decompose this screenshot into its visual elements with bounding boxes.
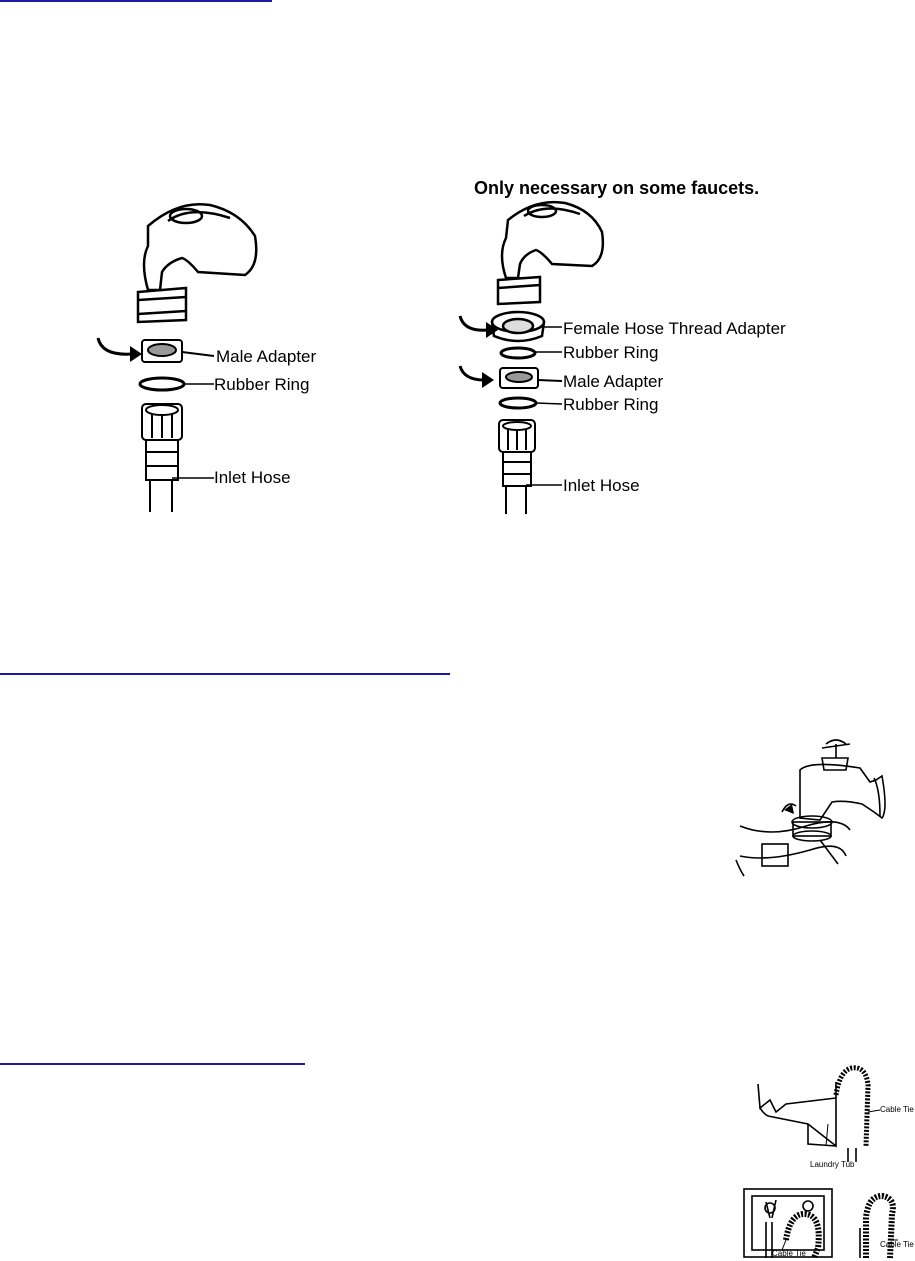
rubber-ring-label-1: Rubber Ring xyxy=(563,343,659,362)
female-adapter-label: Female Hose Thread Adapter xyxy=(563,319,786,338)
cable-tie-label-box: Cable Tie xyxy=(772,1249,806,1258)
cable-tie-label-pipe: Cable Tie xyxy=(880,1240,914,1249)
faucet-note: Only necessary on some faucets. xyxy=(474,178,760,198)
rubber-ring-label: Rubber Ring xyxy=(214,375,310,394)
inlet-hose-label: Inlet Hose xyxy=(214,468,291,487)
rubber-ring-label-2: Rubber Ring xyxy=(563,395,659,414)
male-adapter-label: Male Adapter xyxy=(216,347,317,366)
laundry-tub-label: Laundry Tub xyxy=(810,1160,855,1169)
cable-tie-label-tub: Cable Tie xyxy=(880,1105,914,1114)
inlet-hose-label-right: Inlet Hose xyxy=(563,476,640,495)
male-adapter-label-right: Male Adapter xyxy=(563,372,664,391)
